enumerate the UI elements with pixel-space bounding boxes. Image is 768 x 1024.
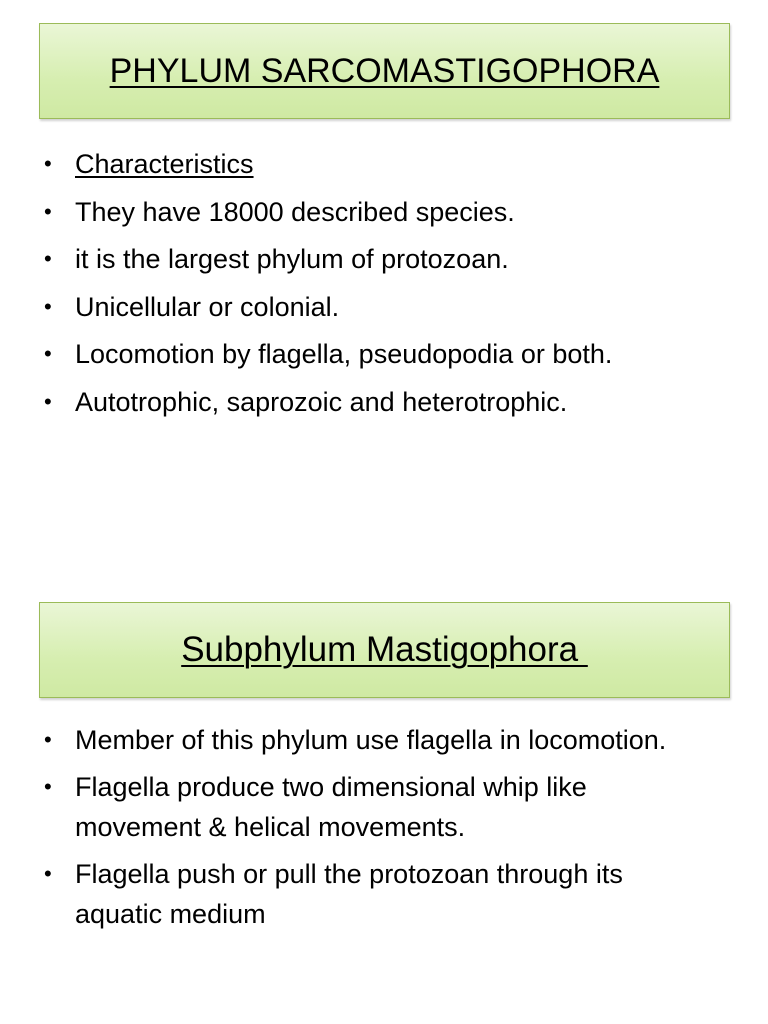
slide-mastigophora bbox=[0, 512, 768, 1024]
bullet-list bbox=[0, 144, 735, 429]
list-item bbox=[0, 192, 735, 232]
title-box bbox=[39, 602, 730, 698]
bullet-icon: • bbox=[44, 151, 52, 176]
bullet-icon: • bbox=[44, 293, 52, 319]
list-item-text: They have 18000 described species. bbox=[75, 196, 515, 227]
list-item-text: Member of this phylum use flagella in locomotion. bbox=[75, 725, 667, 755]
title-box bbox=[39, 23, 730, 119]
bullet-icon: • bbox=[44, 861, 52, 886]
list-item-text: Flagella push or pull the protozoan through its aquatic medium bbox=[75, 859, 623, 929]
bullet-icon: • bbox=[44, 198, 52, 224]
list-item bbox=[0, 382, 735, 422]
bullet-list bbox=[0, 720, 715, 941]
bullet-icon: • bbox=[44, 246, 52, 271]
list-item-text: Autotrophic, saprozoic and heterotrophic. bbox=[75, 386, 568, 417]
list-item bbox=[0, 854, 715, 934]
list-item-text: Locomotion by flagella, pseudopodia or both. bbox=[75, 339, 613, 369]
list-item-text: it is the largest phylum of protozoan. bbox=[75, 244, 509, 274]
list-item bbox=[0, 144, 735, 184]
slide-title: PHYLUM SARCOMASTIGOPHORA bbox=[109, 51, 660, 90]
list-item-text: Characteristics bbox=[75, 149, 254, 179]
bullet-icon: • bbox=[44, 388, 52, 414]
list-item bbox=[0, 767, 715, 847]
slide-title: Subphylum Mastigophora bbox=[181, 630, 588, 669]
list-item-text: Flagella produce two dimensional whip like movement & helical movements. bbox=[75, 772, 587, 842]
list-item bbox=[0, 334, 735, 374]
list-item bbox=[0, 287, 735, 327]
list-item bbox=[0, 720, 715, 760]
bullet-icon: • bbox=[44, 341, 52, 366]
list-item-text: Unicellular or colonial. bbox=[75, 291, 340, 322]
list-item bbox=[0, 239, 735, 279]
bullet-icon: • bbox=[44, 774, 52, 799]
bullet-icon: • bbox=[44, 727, 52, 752]
